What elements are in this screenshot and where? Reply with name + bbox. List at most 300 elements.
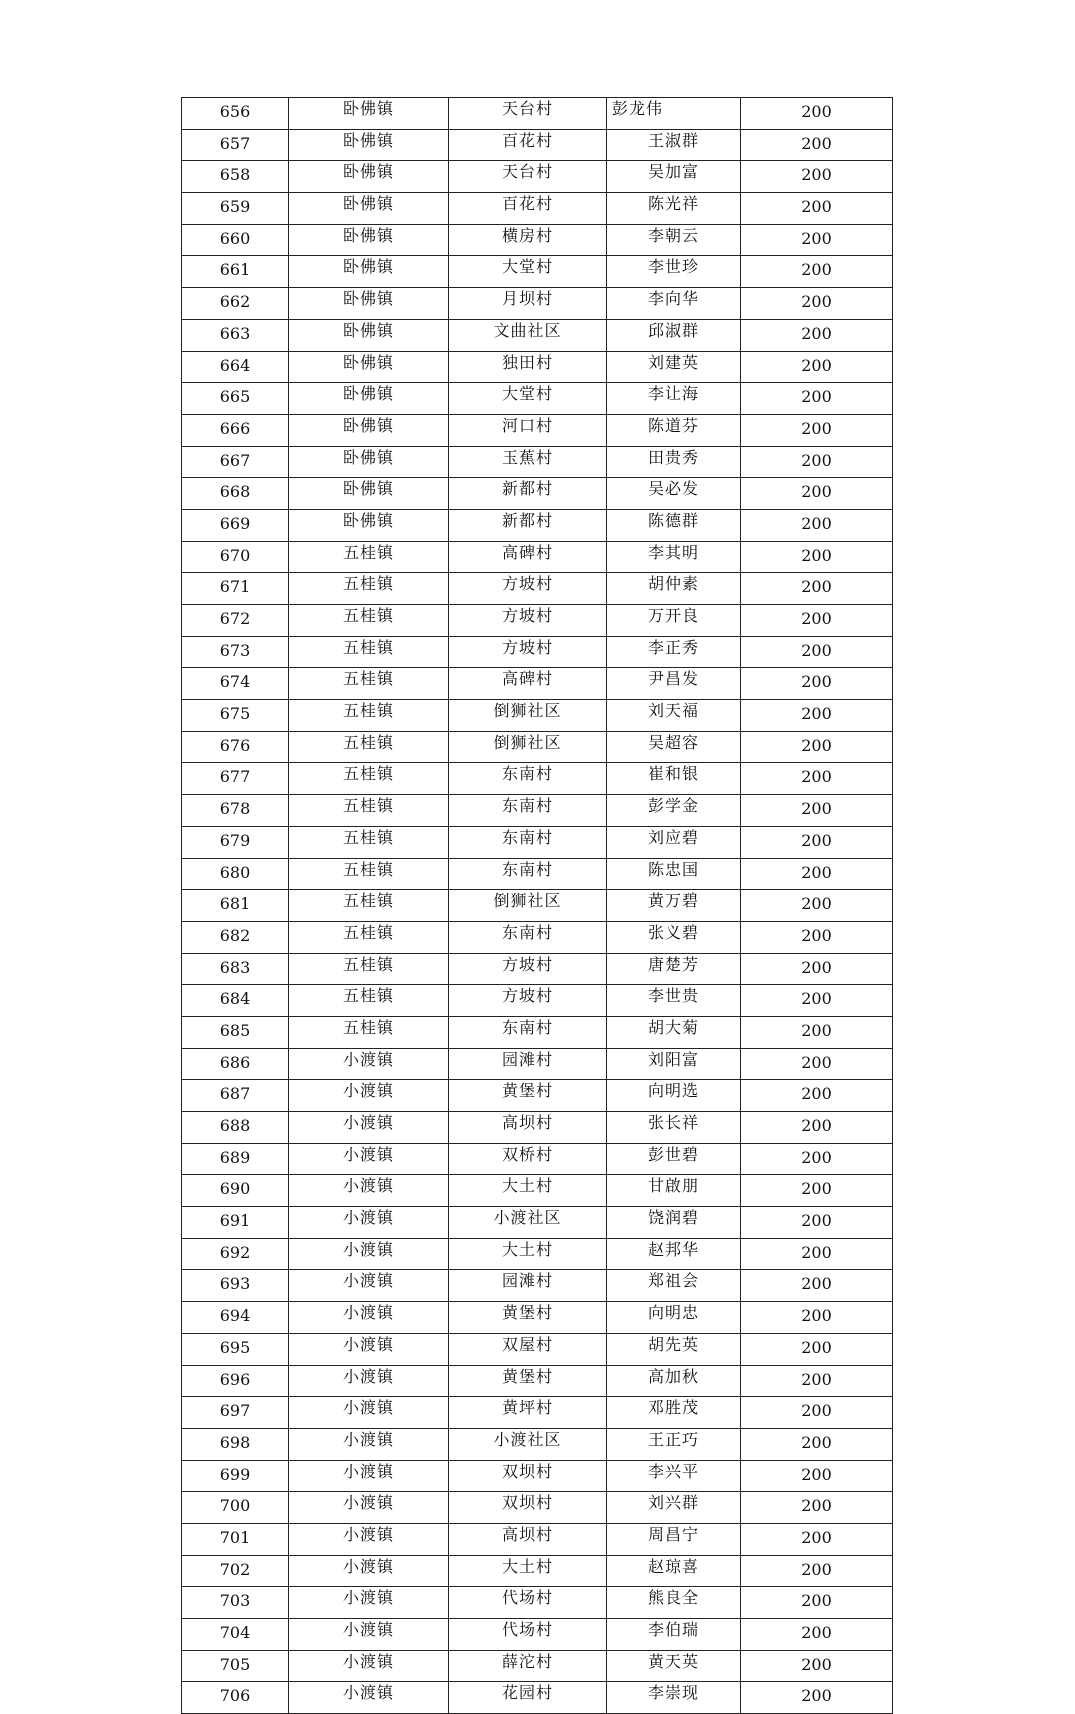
table-row bbox=[182, 509, 893, 541]
table-row bbox=[182, 890, 893, 922]
name-cell: 陈德群 bbox=[607, 509, 741, 541]
row-number-cell: 700 bbox=[182, 1492, 289, 1524]
village-cell: 黄堡村 bbox=[449, 1365, 607, 1397]
name-cell: 刘兴群 bbox=[607, 1492, 741, 1524]
amount-cell: 200 bbox=[741, 1619, 893, 1651]
table-row bbox=[182, 1365, 893, 1397]
table-row bbox=[182, 763, 893, 795]
table-row bbox=[182, 1682, 893, 1714]
row-number-cell: 659 bbox=[182, 193, 289, 225]
town-cell: 小渡镇 bbox=[289, 1460, 449, 1492]
village-cell: 玉蕉村 bbox=[449, 446, 607, 478]
row-number-cell: 667 bbox=[182, 446, 289, 478]
village-cell: 新都村 bbox=[449, 509, 607, 541]
amount-cell: 200 bbox=[741, 573, 893, 605]
name-cell: 向明选 bbox=[607, 1080, 741, 1112]
village-cell: 大土村 bbox=[449, 1238, 607, 1270]
town-cell: 小渡镇 bbox=[289, 1270, 449, 1302]
village-cell: 方坡村 bbox=[449, 985, 607, 1017]
table-row bbox=[182, 731, 893, 763]
row-number-cell: 674 bbox=[182, 668, 289, 700]
village-cell: 双坝村 bbox=[449, 1492, 607, 1524]
amount-cell: 200 bbox=[741, 1016, 893, 1048]
name-cell: 王正巧 bbox=[607, 1428, 741, 1460]
name-cell: 胡大菊 bbox=[607, 1016, 741, 1048]
town-cell: 卧佛镇 bbox=[289, 288, 449, 320]
table-row bbox=[182, 98, 893, 130]
town-cell: 卧佛镇 bbox=[289, 478, 449, 510]
row-number-cell: 701 bbox=[182, 1523, 289, 1555]
amount-cell: 200 bbox=[741, 1143, 893, 1175]
village-cell: 高碑村 bbox=[449, 541, 607, 573]
table-row bbox=[182, 605, 893, 637]
row-number-cell: 656 bbox=[182, 98, 289, 130]
row-number-cell: 691 bbox=[182, 1207, 289, 1239]
name-cell: 张义碧 bbox=[607, 921, 741, 953]
town-cell: 小渡镇 bbox=[289, 1650, 449, 1682]
name-cell: 邱淑群 bbox=[607, 319, 741, 351]
village-cell: 小渡社区 bbox=[449, 1428, 607, 1460]
town-cell: 五桂镇 bbox=[289, 541, 449, 573]
table-row bbox=[182, 985, 893, 1017]
town-cell: 小渡镇 bbox=[289, 1523, 449, 1555]
table-row bbox=[182, 1397, 893, 1429]
town-cell: 五桂镇 bbox=[289, 795, 449, 827]
row-number-cell: 663 bbox=[182, 319, 289, 351]
amount-cell: 200 bbox=[741, 1492, 893, 1524]
table-row bbox=[182, 1207, 893, 1239]
row-number-cell: 682 bbox=[182, 921, 289, 953]
amount-cell: 200 bbox=[741, 890, 893, 922]
row-number-cell: 696 bbox=[182, 1365, 289, 1397]
row-number-cell: 693 bbox=[182, 1270, 289, 1302]
row-number-cell: 669 bbox=[182, 509, 289, 541]
village-cell: 黄堡村 bbox=[449, 1080, 607, 1112]
table-row bbox=[182, 288, 893, 320]
amount-cell: 200 bbox=[741, 668, 893, 700]
row-number-cell: 699 bbox=[182, 1460, 289, 1492]
row-number-cell: 679 bbox=[182, 826, 289, 858]
table-row bbox=[182, 414, 893, 446]
town-cell: 五桂镇 bbox=[289, 636, 449, 668]
town-cell: 小渡镇 bbox=[289, 1587, 449, 1619]
town-cell: 五桂镇 bbox=[289, 731, 449, 763]
row-number-cell: 684 bbox=[182, 985, 289, 1017]
amount-cell: 200 bbox=[741, 446, 893, 478]
town-cell: 五桂镇 bbox=[289, 985, 449, 1017]
village-cell: 双桥村 bbox=[449, 1143, 607, 1175]
name-cell: 张长祥 bbox=[607, 1112, 741, 1144]
town-cell: 卧佛镇 bbox=[289, 351, 449, 383]
amount-cell: 200 bbox=[741, 826, 893, 858]
row-number-cell: 698 bbox=[182, 1428, 289, 1460]
town-cell: 小渡镇 bbox=[289, 1397, 449, 1429]
name-cell: 田贵秀 bbox=[607, 446, 741, 478]
name-cell: 尹昌发 bbox=[607, 668, 741, 700]
row-number-cell: 672 bbox=[182, 605, 289, 637]
name-cell: 崔和银 bbox=[607, 763, 741, 795]
name-cell: 周昌宁 bbox=[607, 1523, 741, 1555]
town-cell: 小渡镇 bbox=[289, 1207, 449, 1239]
town-cell: 小渡镇 bbox=[289, 1333, 449, 1365]
table-row bbox=[182, 921, 893, 953]
village-cell: 方坡村 bbox=[449, 573, 607, 605]
village-cell: 高坝村 bbox=[449, 1112, 607, 1144]
row-number-cell: 690 bbox=[182, 1175, 289, 1207]
village-cell: 倒狮社区 bbox=[449, 890, 607, 922]
name-cell: 赵邦华 bbox=[607, 1238, 741, 1270]
name-cell: 刘应碧 bbox=[607, 826, 741, 858]
town-cell: 五桂镇 bbox=[289, 953, 449, 985]
name-cell: 刘建英 bbox=[607, 351, 741, 383]
town-cell: 卧佛镇 bbox=[289, 319, 449, 351]
amount-cell: 200 bbox=[741, 858, 893, 890]
town-cell: 小渡镇 bbox=[289, 1112, 449, 1144]
amount-cell: 200 bbox=[741, 1207, 893, 1239]
name-cell: 黄万碧 bbox=[607, 890, 741, 922]
table-row bbox=[182, 636, 893, 668]
village-cell: 双坝村 bbox=[449, 1460, 607, 1492]
table-row bbox=[182, 446, 893, 478]
village-cell: 园滩村 bbox=[449, 1270, 607, 1302]
table-row bbox=[182, 1112, 893, 1144]
town-cell: 卧佛镇 bbox=[289, 161, 449, 193]
town-cell: 小渡镇 bbox=[289, 1555, 449, 1587]
amount-cell: 200 bbox=[741, 414, 893, 446]
town-cell: 小渡镇 bbox=[289, 1619, 449, 1651]
table-row bbox=[182, 319, 893, 351]
village-cell: 百花村 bbox=[449, 193, 607, 225]
name-cell: 饶润碧 bbox=[607, 1207, 741, 1239]
town-cell: 卧佛镇 bbox=[289, 98, 449, 130]
table-row bbox=[182, 224, 893, 256]
village-cell: 代场村 bbox=[449, 1619, 607, 1651]
amount-cell: 200 bbox=[741, 288, 893, 320]
row-number-cell: 677 bbox=[182, 763, 289, 795]
amount-cell: 200 bbox=[741, 224, 893, 256]
row-number-cell: 685 bbox=[182, 1016, 289, 1048]
name-cell: 熊良全 bbox=[607, 1587, 741, 1619]
town-cell: 卧佛镇 bbox=[289, 224, 449, 256]
row-number-cell: 678 bbox=[182, 795, 289, 827]
row-number-cell: 658 bbox=[182, 161, 289, 193]
village-cell: 东南村 bbox=[449, 858, 607, 890]
amount-cell: 200 bbox=[741, 1587, 893, 1619]
name-cell: 郑祖会 bbox=[607, 1270, 741, 1302]
row-number-cell: 668 bbox=[182, 478, 289, 510]
name-cell: 唐楚芳 bbox=[607, 953, 741, 985]
village-cell: 薛沱村 bbox=[449, 1650, 607, 1682]
row-number-cell: 660 bbox=[182, 224, 289, 256]
village-cell: 黄堡村 bbox=[449, 1302, 607, 1334]
village-cell: 月坝村 bbox=[449, 288, 607, 320]
table-row bbox=[182, 129, 893, 161]
name-cell: 彭世碧 bbox=[607, 1143, 741, 1175]
name-cell: 李世珍 bbox=[607, 256, 741, 288]
row-number-cell: 703 bbox=[182, 1587, 289, 1619]
table-row bbox=[182, 858, 893, 890]
table-row bbox=[182, 1080, 893, 1112]
row-number-cell: 676 bbox=[182, 731, 289, 763]
row-number-cell: 675 bbox=[182, 700, 289, 732]
table-row bbox=[182, 573, 893, 605]
village-cell: 横房村 bbox=[449, 224, 607, 256]
table-row bbox=[182, 1238, 893, 1270]
amount-cell: 200 bbox=[741, 478, 893, 510]
table-row bbox=[182, 1428, 893, 1460]
row-number-cell: 704 bbox=[182, 1619, 289, 1651]
amount-cell: 200 bbox=[741, 351, 893, 383]
village-cell: 独田村 bbox=[449, 351, 607, 383]
town-cell: 卧佛镇 bbox=[289, 129, 449, 161]
village-cell: 新都村 bbox=[449, 478, 607, 510]
amount-cell: 200 bbox=[741, 985, 893, 1017]
name-cell: 李兴平 bbox=[607, 1460, 741, 1492]
name-cell: 胡先英 bbox=[607, 1333, 741, 1365]
table-row bbox=[182, 826, 893, 858]
table-row bbox=[182, 161, 893, 193]
row-number-cell: 680 bbox=[182, 858, 289, 890]
row-number-cell: 687 bbox=[182, 1080, 289, 1112]
name-cell: 李崇现 bbox=[607, 1682, 741, 1714]
table-row bbox=[182, 541, 893, 573]
town-cell: 小渡镇 bbox=[289, 1365, 449, 1397]
table-row bbox=[182, 1048, 893, 1080]
town-cell: 卧佛镇 bbox=[289, 383, 449, 415]
row-number-cell: 664 bbox=[182, 351, 289, 383]
table-row bbox=[182, 1460, 893, 1492]
row-number-cell: 665 bbox=[182, 383, 289, 415]
amount-cell: 200 bbox=[741, 605, 893, 637]
name-cell: 吴超容 bbox=[607, 731, 741, 763]
town-cell: 小渡镇 bbox=[289, 1492, 449, 1524]
table-row bbox=[182, 1619, 893, 1651]
table-row bbox=[182, 351, 893, 383]
name-cell: 李伯瑞 bbox=[607, 1619, 741, 1651]
town-cell: 五桂镇 bbox=[289, 573, 449, 605]
village-cell: 倒狮社区 bbox=[449, 700, 607, 732]
town-cell: 小渡镇 bbox=[289, 1302, 449, 1334]
amount-cell: 200 bbox=[741, 1270, 893, 1302]
name-cell: 向明忠 bbox=[607, 1302, 741, 1334]
name-cell: 黄天英 bbox=[607, 1650, 741, 1682]
village-cell: 东南村 bbox=[449, 795, 607, 827]
roster-table bbox=[181, 97, 893, 1714]
name-cell: 李世贵 bbox=[607, 985, 741, 1017]
table-row bbox=[182, 1523, 893, 1555]
row-number-cell: 689 bbox=[182, 1143, 289, 1175]
village-cell: 小渡社区 bbox=[449, 1207, 607, 1239]
amount-cell: 200 bbox=[741, 953, 893, 985]
table-row bbox=[182, 1587, 893, 1619]
village-cell: 百花村 bbox=[449, 129, 607, 161]
village-cell: 高坝村 bbox=[449, 1523, 607, 1555]
amount-cell: 200 bbox=[741, 763, 893, 795]
village-cell: 黄坪村 bbox=[449, 1397, 607, 1429]
name-cell: 李朝云 bbox=[607, 224, 741, 256]
row-number-cell: 673 bbox=[182, 636, 289, 668]
row-number-cell: 662 bbox=[182, 288, 289, 320]
village-cell: 花园村 bbox=[449, 1682, 607, 1714]
amount-cell: 200 bbox=[741, 98, 893, 130]
amount-cell: 200 bbox=[741, 1333, 893, 1365]
name-cell: 赵琼喜 bbox=[607, 1555, 741, 1587]
row-number-cell: 692 bbox=[182, 1238, 289, 1270]
table-row bbox=[182, 1333, 893, 1365]
amount-cell: 200 bbox=[741, 1650, 893, 1682]
amount-cell: 200 bbox=[741, 161, 893, 193]
town-cell: 小渡镇 bbox=[289, 1682, 449, 1714]
table-row bbox=[182, 193, 893, 225]
name-cell: 李其明 bbox=[607, 541, 741, 573]
row-number-cell: 683 bbox=[182, 953, 289, 985]
town-cell: 五桂镇 bbox=[289, 890, 449, 922]
amount-cell: 200 bbox=[741, 383, 893, 415]
amount-cell: 200 bbox=[741, 636, 893, 668]
row-number-cell: 686 bbox=[182, 1048, 289, 1080]
row-number-cell: 688 bbox=[182, 1112, 289, 1144]
town-cell: 小渡镇 bbox=[289, 1143, 449, 1175]
village-cell: 大土村 bbox=[449, 1175, 607, 1207]
amount-cell: 200 bbox=[741, 1238, 893, 1270]
name-cell: 吴必发 bbox=[607, 478, 741, 510]
town-cell: 卧佛镇 bbox=[289, 256, 449, 288]
amount-cell: 200 bbox=[741, 1555, 893, 1587]
amount-cell: 200 bbox=[741, 1523, 893, 1555]
amount-cell: 200 bbox=[741, 795, 893, 827]
amount-cell: 200 bbox=[741, 700, 893, 732]
amount-cell: 200 bbox=[741, 1175, 893, 1207]
name-cell: 陈光祥 bbox=[607, 193, 741, 225]
row-number-cell: 705 bbox=[182, 1650, 289, 1682]
table-row bbox=[182, 478, 893, 510]
town-cell: 卧佛镇 bbox=[289, 446, 449, 478]
table-row bbox=[182, 1650, 893, 1682]
village-cell: 东南村 bbox=[449, 921, 607, 953]
town-cell: 小渡镇 bbox=[289, 1048, 449, 1080]
town-cell: 五桂镇 bbox=[289, 763, 449, 795]
village-cell: 代场村 bbox=[449, 1587, 607, 1619]
row-number-cell: 681 bbox=[182, 890, 289, 922]
amount-cell: 200 bbox=[741, 256, 893, 288]
village-cell: 河口村 bbox=[449, 414, 607, 446]
table-row bbox=[182, 1143, 893, 1175]
roster-body bbox=[182, 98, 893, 1714]
village-cell: 倒狮社区 bbox=[449, 731, 607, 763]
name-cell: 陈道芬 bbox=[607, 414, 741, 446]
village-cell: 东南村 bbox=[449, 763, 607, 795]
table-row bbox=[182, 700, 893, 732]
name-cell: 甘啟朋 bbox=[607, 1175, 741, 1207]
row-number-cell: 694 bbox=[182, 1302, 289, 1334]
row-number-cell: 702 bbox=[182, 1555, 289, 1587]
amount-cell: 200 bbox=[741, 731, 893, 763]
town-cell: 小渡镇 bbox=[289, 1238, 449, 1270]
name-cell: 胡仲素 bbox=[607, 573, 741, 605]
row-number-cell: 697 bbox=[182, 1397, 289, 1429]
name-cell: 陈忠国 bbox=[607, 858, 741, 890]
town-cell: 五桂镇 bbox=[289, 858, 449, 890]
town-cell: 卧佛镇 bbox=[289, 509, 449, 541]
town-cell: 卧佛镇 bbox=[289, 414, 449, 446]
amount-cell: 200 bbox=[741, 319, 893, 351]
row-number-cell: 666 bbox=[182, 414, 289, 446]
name-cell: 刘阳富 bbox=[607, 1048, 741, 1080]
name-cell: 彭学金 bbox=[607, 795, 741, 827]
row-number-cell: 695 bbox=[182, 1333, 289, 1365]
amount-cell: 200 bbox=[741, 1428, 893, 1460]
table-row bbox=[182, 795, 893, 827]
amount-cell: 200 bbox=[741, 1365, 893, 1397]
village-cell: 双屋村 bbox=[449, 1333, 607, 1365]
village-cell: 天台村 bbox=[449, 161, 607, 193]
row-number-cell: 706 bbox=[182, 1682, 289, 1714]
amount-cell: 200 bbox=[741, 541, 893, 573]
name-cell: 邓胜茂 bbox=[607, 1397, 741, 1429]
amount-cell: 200 bbox=[741, 129, 893, 161]
table-row bbox=[182, 953, 893, 985]
amount-cell: 200 bbox=[741, 1048, 893, 1080]
town-cell: 小渡镇 bbox=[289, 1428, 449, 1460]
table-row bbox=[182, 1175, 893, 1207]
name-cell: 吴加富 bbox=[607, 161, 741, 193]
row-number-cell: 661 bbox=[182, 256, 289, 288]
amount-cell: 200 bbox=[741, 193, 893, 225]
town-cell: 五桂镇 bbox=[289, 826, 449, 858]
village-cell: 东南村 bbox=[449, 826, 607, 858]
village-cell: 大土村 bbox=[449, 1555, 607, 1587]
village-cell: 文曲社区 bbox=[449, 319, 607, 351]
village-cell: 方坡村 bbox=[449, 953, 607, 985]
town-cell: 卧佛镇 bbox=[289, 193, 449, 225]
table-row bbox=[182, 1016, 893, 1048]
name-cell: 李正秀 bbox=[607, 636, 741, 668]
name-cell: 刘天福 bbox=[607, 700, 741, 732]
table-row bbox=[182, 1270, 893, 1302]
village-cell: 方坡村 bbox=[449, 636, 607, 668]
town-cell: 五桂镇 bbox=[289, 700, 449, 732]
village-cell: 大堂村 bbox=[449, 256, 607, 288]
amount-cell: 200 bbox=[741, 1302, 893, 1334]
amount-cell: 200 bbox=[741, 509, 893, 541]
amount-cell: 200 bbox=[741, 1682, 893, 1714]
town-cell: 小渡镇 bbox=[289, 1080, 449, 1112]
table-row bbox=[182, 668, 893, 700]
town-cell: 五桂镇 bbox=[289, 605, 449, 637]
name-cell: 王淑群 bbox=[607, 129, 741, 161]
town-cell: 小渡镇 bbox=[289, 1175, 449, 1207]
village-cell: 大堂村 bbox=[449, 383, 607, 415]
amount-cell: 200 bbox=[741, 1460, 893, 1492]
name-cell: 李让海 bbox=[607, 383, 741, 415]
town-cell: 五桂镇 bbox=[289, 1016, 449, 1048]
name-cell: 李向华 bbox=[607, 288, 741, 320]
name-cell: 万开良 bbox=[607, 605, 741, 637]
table-row bbox=[182, 256, 893, 288]
row-number-cell: 657 bbox=[182, 129, 289, 161]
village-cell: 东南村 bbox=[449, 1016, 607, 1048]
amount-cell: 200 bbox=[741, 1397, 893, 1429]
amount-cell: 200 bbox=[741, 921, 893, 953]
town-cell: 五桂镇 bbox=[289, 668, 449, 700]
town-cell: 五桂镇 bbox=[289, 921, 449, 953]
village-cell: 高碑村 bbox=[449, 668, 607, 700]
row-number-cell: 670 bbox=[182, 541, 289, 573]
amount-cell: 200 bbox=[741, 1080, 893, 1112]
village-cell: 方坡村 bbox=[449, 605, 607, 637]
village-cell: 园滩村 bbox=[449, 1048, 607, 1080]
name-cell: 彭龙伟 bbox=[607, 98, 741, 130]
